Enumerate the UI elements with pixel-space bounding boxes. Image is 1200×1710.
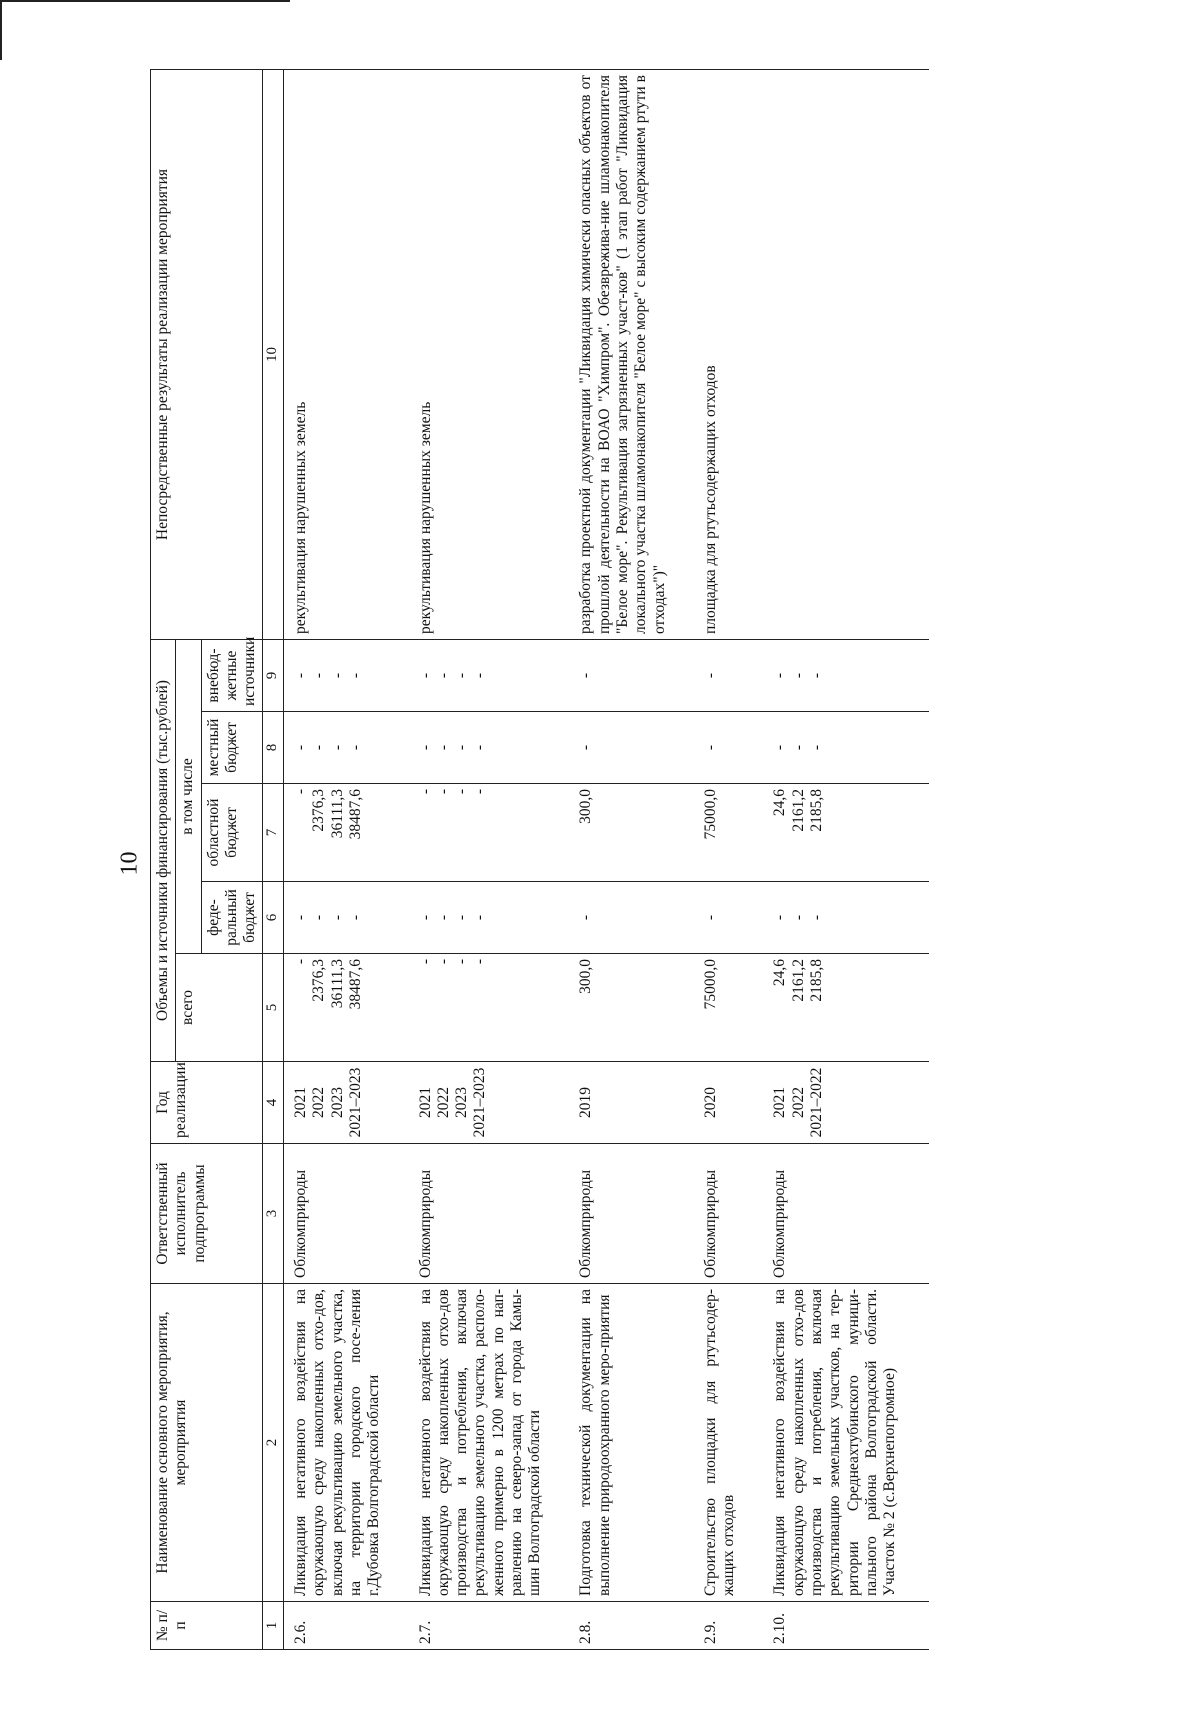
local-value: - <box>416 744 434 751</box>
header-year: Год реализации <box>151 1062 263 1144</box>
federal-value: - <box>808 914 825 921</box>
regional <box>284 784 414 882</box>
regional-value: - <box>471 789 489 795</box>
years <box>414 1062 575 1144</box>
col-number: 7 <box>263 784 284 882</box>
regional-value: - <box>416 789 434 795</box>
federal <box>699 882 769 954</box>
col-number: 6 <box>263 882 284 954</box>
federal <box>768 882 929 954</box>
result: площадка для ртутьсодержащих отходов <box>699 70 769 640</box>
measure-name: Подготовка технической документации на выполнение природоохранного меро-приятия <box>574 1284 698 1602</box>
regional-value: 2185,8 <box>808 789 825 832</box>
local <box>768 712 929 784</box>
total-value: 2161,2 <box>789 959 807 1002</box>
header-total: всего <box>176 954 263 1062</box>
total-value: 38487,6 <box>346 959 364 1010</box>
offbudget-value: - <box>471 672 489 679</box>
header-no: № п/п <box>151 1602 263 1650</box>
header-local: местный бюджет <box>201 712 263 784</box>
result: рекультивация нарушенных земель <box>284 70 414 640</box>
top-edge-line <box>0 0 290 2</box>
table-row <box>574 70 698 1650</box>
result <box>768 70 929 640</box>
measure-name: Ликвидация негативного воздействия на окружающую среду накопленных отхо-дов, включая рекультивацию земельного участка, на территории городского посе-ления г.Дубовка Волгоградской области <box>284 1284 414 1602</box>
col-number: 2 <box>263 1284 284 1602</box>
local-value: - <box>346 744 364 751</box>
local <box>414 712 575 784</box>
header-name: Наименование основного мероприятия, мероприятия <box>151 1284 263 1602</box>
years <box>284 1062 414 1144</box>
federal-value: - <box>328 914 346 921</box>
col-number: 1 <box>263 1602 284 1650</box>
measure-name: Строительство площадки для ртутьсодер-жащих отходов <box>699 1284 769 1602</box>
local <box>699 712 769 784</box>
total-value: 24,6 <box>771 959 789 987</box>
table-body <box>284 70 930 1650</box>
executor: Облкомприроды <box>768 1144 929 1284</box>
offbudget-value: - <box>416 672 434 679</box>
federal <box>574 882 698 954</box>
years <box>699 1062 769 1144</box>
header-funding: Объемы и источники финансирования (тыс.рублей) <box>151 640 176 1062</box>
total-value: 2185,8 <box>808 959 825 1002</box>
total <box>699 954 769 1062</box>
regional <box>768 784 929 882</box>
local-value: - <box>434 744 452 751</box>
offbudget-value: - <box>346 672 364 679</box>
offbudget <box>574 640 698 712</box>
offbudget-value: - <box>577 672 595 679</box>
total <box>284 954 414 1062</box>
measure-name: Ликвидация негативного воздействия на окружающую среду накопленных отхо-дов производства и потребления, включая рекультивацию земельного участка, располо-женного примерно в 1200 метрах по нап-равлению на северо-запад от города Камы-шин Волгоградской области <box>414 1284 575 1602</box>
local-value: - <box>808 744 825 751</box>
regional-value: 2161,2 <box>789 789 807 832</box>
local <box>574 712 698 784</box>
federal <box>284 882 414 954</box>
offbudget-value: - <box>292 672 310 679</box>
result: разработка проектной документации "Ликвидация химически опасных объектов от прошлой деятельности на ВОАО "Химпром". Обезврежива-ние шламонакопителя "Белое море". Рекультивация загрязненных участ-ков" (1 этап работ "Ликвидация локального участка шламонакопителя "Белое море" с высоким содержанием ртути в отходах")" <box>574 70 698 640</box>
page-number: 10 <box>116 851 143 876</box>
years <box>574 1062 698 1144</box>
years-value: 2021 <box>416 1087 434 1118</box>
table-row <box>414 70 575 1650</box>
total-value: 36111,3 <box>328 959 346 1009</box>
measure-name: Ликвидация негативного воздействия на окружающую среду накопленных отхо-дов производства и потребления, включая рекультивацию земельных участков, на тер-ритории Среднеахтубинского муници-пального района Волгоградской области. Участок № 2 (с.Верхнепогромное) <box>768 1284 929 1602</box>
offbudget-value: - <box>789 672 807 679</box>
federal-value: - <box>471 914 489 921</box>
executor: Облкомприроды <box>414 1144 575 1284</box>
federal-value: - <box>453 914 471 921</box>
offbudget-value: - <box>701 672 719 679</box>
years-value: 2022 <box>310 1087 328 1118</box>
years-value: 2021 <box>771 1087 789 1118</box>
federal-value: - <box>416 914 434 921</box>
regional-value: 24,6 <box>771 789 789 817</box>
executor: Облкомприроды <box>699 1144 769 1284</box>
regional-value: - <box>434 789 452 795</box>
table-row <box>768 70 929 1650</box>
years-value: 2023 <box>453 1087 471 1118</box>
federal-value: - <box>577 914 595 921</box>
local-value: - <box>328 744 346 751</box>
offbudget-value: - <box>808 672 825 679</box>
total <box>574 954 698 1062</box>
years-value: 2021–2023 <box>346 1067 364 1138</box>
funding-table <box>150 69 929 1650</box>
col-number: 3 <box>263 1144 284 1284</box>
result: рекультивация нарушенных земель <box>414 70 575 640</box>
offbudget <box>284 640 414 712</box>
offbudget <box>768 640 929 712</box>
local-value: - <box>701 744 719 751</box>
years-value: 2023 <box>328 1087 346 1118</box>
header-executor: Ответственный исполнитель подпрограммы <box>151 1144 263 1284</box>
total-value: 300,0 <box>577 959 595 994</box>
row-number: 2.7. <box>414 1602 575 1650</box>
row-number: 2.9. <box>699 1602 769 1650</box>
table-row <box>284 70 414 1650</box>
years-value: 2021–2022 <box>808 1067 825 1138</box>
federal-value: - <box>701 914 719 921</box>
regional-value: 38487,6 <box>346 789 364 840</box>
local-value: - <box>771 744 789 751</box>
federal-value: - <box>310 914 328 921</box>
col-number: 9 <box>263 640 284 712</box>
federal-value: - <box>292 914 310 921</box>
regional <box>699 784 769 882</box>
local-value: - <box>310 744 328 751</box>
col-number: 5 <box>263 954 284 1062</box>
regional-value: 2376,3 <box>310 789 328 832</box>
header-results: Непосредственные результаты реализации мероприятия <box>151 70 263 640</box>
regional <box>414 784 575 882</box>
regional <box>574 784 698 882</box>
federal-value: - <box>434 914 452 921</box>
regional-value: 36111,3 <box>328 789 346 839</box>
offbudget <box>699 640 769 712</box>
offbudget-value: - <box>771 672 789 679</box>
total-value: - <box>471 959 489 965</box>
total-value: - <box>416 959 434 965</box>
years-value: 2019 <box>577 1087 595 1118</box>
total <box>768 954 929 1062</box>
years-value: 2021–2023 <box>471 1067 489 1138</box>
header-federal: феде-ральный бюджет <box>201 882 263 954</box>
federal <box>414 882 575 954</box>
years-value: 2022 <box>434 1087 452 1118</box>
row-number: 2.10. <box>768 1602 929 1650</box>
local-value: - <box>789 744 807 751</box>
years-value: 2021 <box>292 1087 310 1118</box>
regional-value: - <box>453 789 471 795</box>
local-value: - <box>292 744 310 751</box>
table-row <box>699 70 769 1650</box>
left-edge-line <box>0 0 2 60</box>
row-number: 2.6. <box>284 1602 414 1650</box>
years-value: 2020 <box>701 1087 719 1118</box>
regional-value: 300,0 <box>577 789 595 824</box>
federal-value: - <box>346 914 364 921</box>
total-value: 2376,3 <box>310 959 328 1002</box>
header-including: в том числе <box>176 640 201 954</box>
offbudget-value: - <box>453 672 471 679</box>
local-value: - <box>453 744 471 751</box>
total <box>414 954 575 1062</box>
offbudget-value: - <box>310 672 328 679</box>
federal-value: - <box>771 914 789 921</box>
header-regional: областной бюджет <box>201 784 263 882</box>
local-value: - <box>577 744 595 751</box>
total-value: - <box>292 959 310 965</box>
col-number: 8 <box>263 712 284 784</box>
federal-value: - <box>789 914 807 921</box>
local-value: - <box>471 744 489 751</box>
row-number: 2.8. <box>574 1602 698 1650</box>
col-number: 4 <box>263 1062 284 1144</box>
local <box>284 712 414 784</box>
years <box>768 1062 929 1144</box>
total-value: 75000,0 <box>701 959 719 1010</box>
total-value: - <box>453 959 471 965</box>
regional-value: - <box>292 789 310 795</box>
total-value: - <box>434 959 452 965</box>
regional-value: 75000,0 <box>701 789 719 840</box>
offbudget <box>414 640 575 712</box>
offbudget-value: - <box>328 672 346 679</box>
years-value: 2022 <box>789 1087 807 1118</box>
header-offbudget: внебюд-жетные источники <box>201 640 263 712</box>
executor: Облкомприроды <box>574 1144 698 1284</box>
rotated-page <box>150 70 1120 1650</box>
offbudget-value: - <box>434 672 452 679</box>
executor: Облкомприроды <box>284 1144 414 1284</box>
col-number: 10 <box>263 70 284 640</box>
